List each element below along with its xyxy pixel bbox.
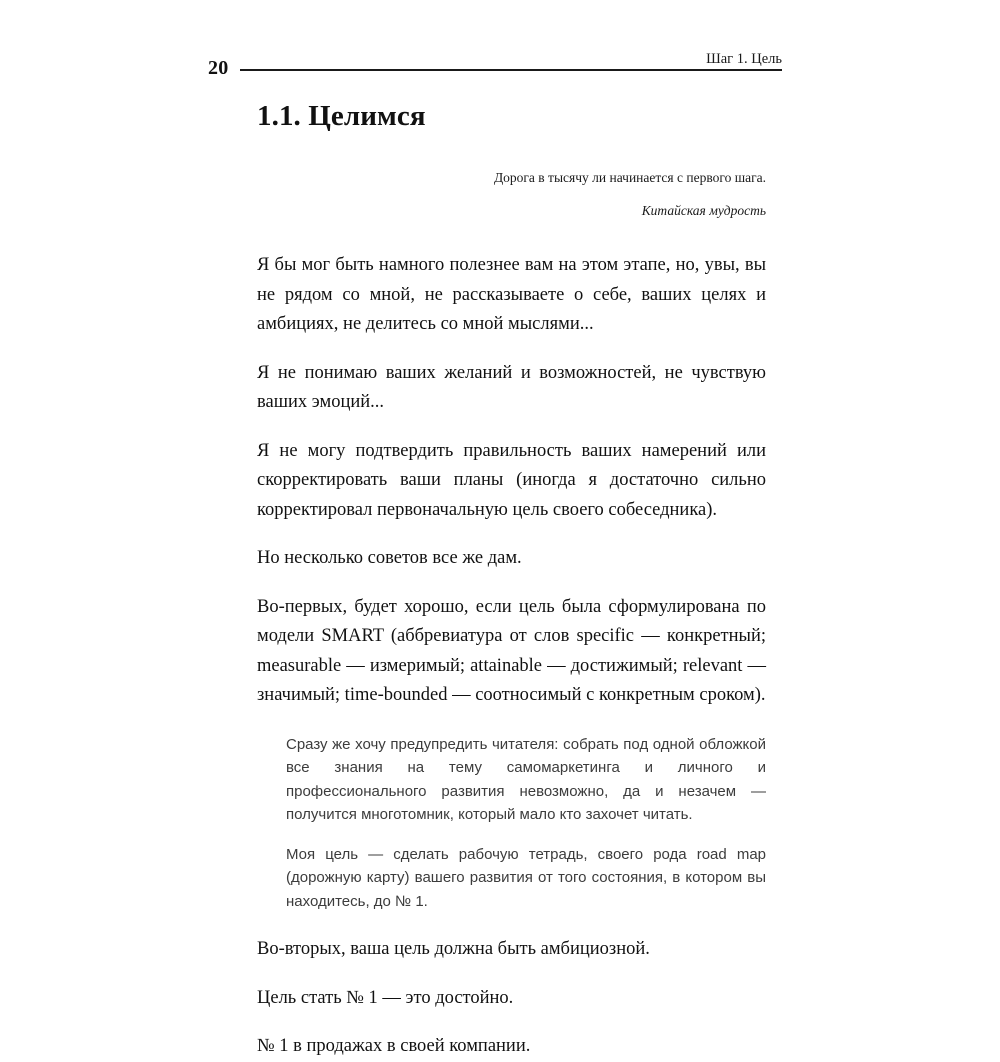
- body-paragraph: Во-первых, будет хорошо, если цель была сформулирована по модели SMART (аббревиатура от слов specific — конкретный; measurable — измеримый; attainable — достижимый; relevant — значимый; time-bounded — соотносимый с конкретным сроком).: [257, 596, 766, 705]
- body-text-tail: [257, 935, 766, 1062]
- page-header: [208, 44, 782, 78]
- callout-paragraph: Моя цель — сделать рабочую тетрадь, своего рода road map (дорожную карту) вашего развития от того состояния, в котором вы находитесь, до № 1.: [286, 845, 766, 910]
- body-paragraph: Во-вторых, ваша цель должна быть амбициозной.: [257, 939, 650, 959]
- body-paragraph: Цель стать № 1 — это достойно.: [257, 987, 514, 1008]
- callout-paragraph: Сразу же хочу предупредить читателя: собрать под одной обложкой все знания на тему самомаркетинга и личного и профессионального развития невозможно, да и незачем — получится многотомник, который мало кто захочет читать.: [286, 735, 766, 823]
- body-text: [257, 251, 766, 711]
- body-paragraph: Я не могу подтвердить правильность ваших намерений или скорректировать ваши планы (иногда я достаточно сильно корректировал первоначальную цель своего собеседника).: [257, 440, 766, 520]
- header-rule: [240, 69, 782, 71]
- body-paragraph: Я бы мог быть намного полезнее вам на этом этапе, но, увы, вы не рядом со мной, не рассказываете о себе, ваших целях и амбициях, не делитесь со мной мыслями...: [257, 255, 766, 334]
- body-paragraph: Я не понимаю ваших желаний и возможностей, не чувствую ваших эмоций...: [257, 362, 766, 412]
- epigraph-source: Китайская мудрость: [641, 203, 766, 218]
- body-paragraph: № 1 в продажах в своей компании.: [257, 1036, 531, 1056]
- section-heading: 1.1. Целимся: [257, 100, 426, 132]
- callout-block: [257, 733, 766, 914]
- body-paragraph: Но несколько советов все же дам.: [257, 548, 522, 568]
- epigraph-text: Дорога в тысячу ли начинается с первого шага.: [493, 170, 766, 185]
- running-head: Шаг 1. Цель: [698, 51, 782, 67]
- epigraph: [257, 168, 766, 221]
- page-content: [257, 98, 766, 1062]
- page-number: 20: [208, 57, 229, 79]
